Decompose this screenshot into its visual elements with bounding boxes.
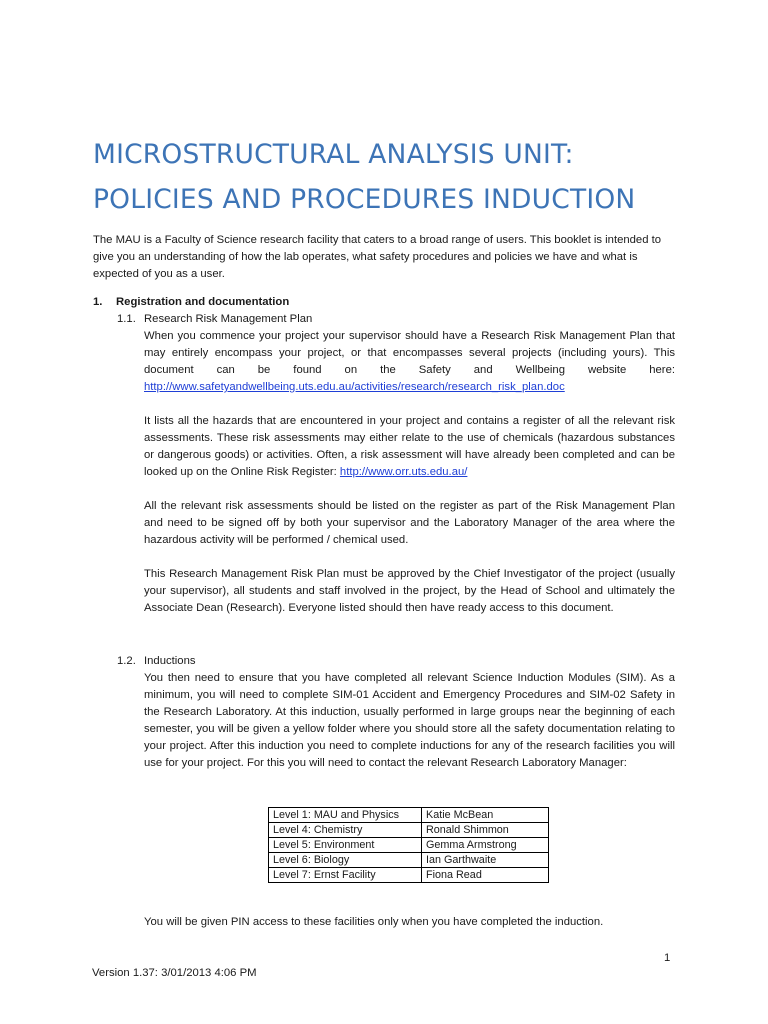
- table-row: [269, 823, 549, 838]
- inductions-content: [144, 670, 675, 772]
- subsection-number: 1.2.: [117, 655, 136, 667]
- subsection-title: Research Risk Management Plan: [144, 313, 313, 325]
- risk-plan-link[interactable]: http://www.safetyandwellbeing.uts.edu.au/activities/research/research_risk_plan.doc: [144, 381, 565, 393]
- table-row: [269, 853, 549, 868]
- table-cell-level: Level 4: Chemistry: [269, 823, 422, 838]
- risk-plan-paragraph-1: [144, 328, 675, 396]
- version-footer: Version 1.37: 3/01/2013 4:06 PM: [92, 967, 257, 979]
- title-line-1: MICROSTRUCTURAL ANALYSIS UNIT:: [93, 139, 574, 170]
- risk-plan-paragraph-4: This Research Management Risk Plan must be approved by the Chief Investigator of the project (usually your supervisor), all students and staff involved in the project, by the Head of School and ultimately the Associate Dean (Research). Everyone listed should then have ready access to this document.: [144, 568, 675, 614]
- table-cell-manager: Fiona Read: [422, 868, 549, 883]
- lab-managers-table: [268, 807, 549, 883]
- table-cell-level: Level 1: MAU and Physics: [269, 808, 422, 823]
- table-row: [269, 868, 549, 883]
- table-row: [269, 838, 549, 853]
- section-heading-registration: [93, 294, 289, 311]
- risk-plan-text-2: It lists all the hazards that are encountered in your project and contains a register of all the relevant risk assessments. These risk assessments may either relate to the use of chemicals (hazardous substances or dangerous goods) or activities. Often, a risk assessment will have already been completed and can be looked up on the Online Risk Register:: [144, 415, 675, 478]
- inductions-paragraph: You then need to ensure that you have completed all relevant Science Induction Modules (SIM). As a minimum, you will need to complete SIM-01 Accident and Emergency Procedures and SIM-02 Safety in the Research Laboratory. At this induction, usually performed in large groups near the beginning of each semester, you will be given a yellow folder where you should store all the safety documentation relating to your project. After this induction you need to complete inductions for any of the research facilities you will use for your project. For this you will need to contact the relevant Research Laboratory Manager:: [144, 672, 675, 769]
- table-cell-level: Level 5: Environment: [269, 838, 422, 853]
- table-cell-manager: Ronald Shimmon: [422, 823, 549, 838]
- intro-paragraph: The MAU is a Faculty of Science research facility that caters to a broad range of users. This booklet is intended to give you an understanding of how the lab operates, what safety procedures and policies we have and what is expected of you as a user.: [93, 234, 662, 280]
- risk-plan-content: [144, 328, 675, 617]
- section-number: 1.: [93, 296, 103, 308]
- table-cell-level: Level 6: Biology: [269, 853, 422, 868]
- pin-access-note: You will be given PIN access to these facilities only when you have completed the induction.: [144, 916, 604, 928]
- subsection-heading-risk-plan: [117, 311, 312, 328]
- page-number: 1: [664, 952, 671, 964]
- table-cell-manager: Ian Garthwaite: [422, 853, 549, 868]
- page-title: [93, 132, 693, 222]
- risk-plan-paragraph-3: All the relevant risk assessments should be listed on the register as part of the Risk Management Plan and need to be signed off by both your supervisor and the Laboratory Manager of the area where the hazardous activity will be performed / chemical used.: [144, 500, 675, 546]
- subsection-heading-inductions: [117, 653, 196, 670]
- title-line-2: POLICIES AND PROCEDURES INDUCTION: [93, 184, 636, 215]
- table-row: [269, 808, 549, 823]
- risk-plan-paragraph-2: [144, 413, 675, 481]
- subsection-number: 1.1.: [117, 313, 136, 325]
- online-risk-register-link[interactable]: http://www.orr.uts.edu.au/: [339, 466, 468, 478]
- section-title: Registration and documentation: [116, 296, 290, 308]
- table-cell-manager: Katie McBean: [422, 808, 549, 823]
- table-cell-manager: Gemma Armstrong: [422, 838, 549, 853]
- table-cell-level: Level 7: Ernst Facility: [269, 868, 422, 883]
- risk-plan-text-1: When you commence your project your supervisor should have a Research Risk Management Plan that may entirely encompass your project, or that encompasses several projects (including yours). This document can be found on the Safety and Wellbeing website here:: [144, 330, 675, 376]
- subsection-title: Inductions: [144, 655, 196, 667]
